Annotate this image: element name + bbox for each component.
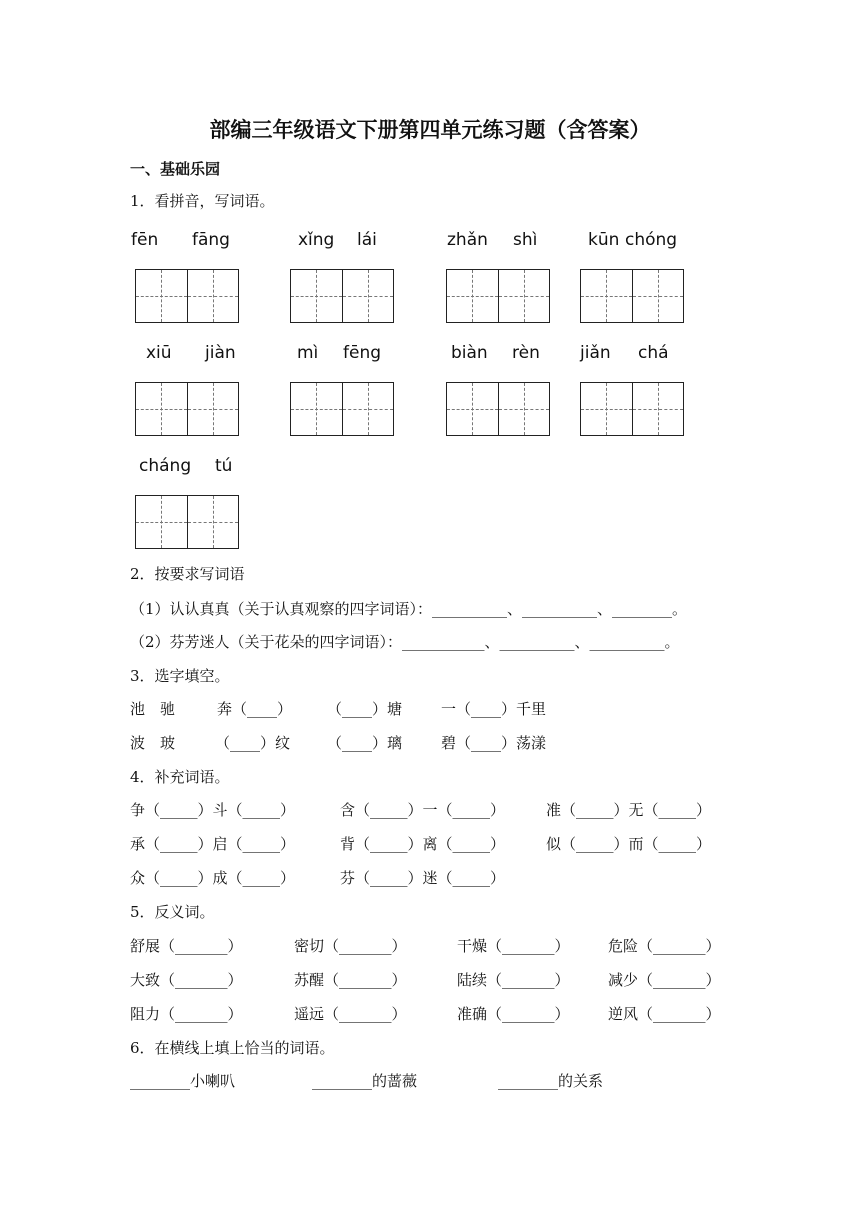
fill-blank[interactable]: 准（_____）无（_____） bbox=[546, 801, 712, 819]
question-6-label: 6．在横线上填上恰当的词语。 bbox=[130, 1039, 335, 1057]
pinyin: shì bbox=[513, 230, 538, 250]
pinyin: chá bbox=[638, 343, 669, 363]
question-4-label: 4．补充词语。 bbox=[130, 768, 230, 786]
fill-blank[interactable]: ________小喇叭 bbox=[130, 1072, 236, 1090]
writing-grid[interactable] bbox=[446, 269, 550, 323]
question-2-line-1: （1）认认真真（关于认真观察的四字词语）：__________、__________、________。 bbox=[130, 600, 688, 618]
antonym-item[interactable]: 遥远（_______） bbox=[294, 1005, 407, 1023]
fill-blank[interactable]: 争（_____）斗（_____） bbox=[130, 801, 296, 819]
pinyin: tú bbox=[215, 456, 233, 476]
antonym-item[interactable]: 大致（_______） bbox=[130, 971, 243, 989]
antonym-item[interactable]: 舒展（_______） bbox=[130, 937, 243, 955]
pinyin: mì bbox=[297, 343, 319, 363]
antonym-item[interactable]: 逆风（_______） bbox=[608, 1005, 721, 1023]
fill-blank[interactable]: （____）纹 bbox=[215, 734, 291, 752]
question-2-label: 2．按要求写词语 bbox=[130, 565, 245, 583]
antonym-item[interactable]: 苏醒（_______） bbox=[294, 971, 407, 989]
writing-grid[interactable] bbox=[446, 382, 550, 436]
question-3-label: 3．选字填空。 bbox=[130, 667, 230, 685]
fill-blank[interactable]: 碧（____）荡漾 bbox=[441, 734, 547, 752]
fill-blank[interactable]: ________的蔷薇 bbox=[312, 1072, 418, 1090]
writing-grid[interactable] bbox=[135, 269, 239, 323]
writing-grid[interactable] bbox=[580, 269, 684, 323]
writing-grid[interactable] bbox=[135, 382, 239, 436]
question-1-label: 1．看拼音，写词语。 bbox=[130, 192, 275, 210]
pinyin: fēn bbox=[131, 230, 159, 250]
pinyin: biàn bbox=[451, 343, 488, 363]
pinyin: jiàn bbox=[205, 343, 236, 363]
pinyin: fēng bbox=[343, 343, 382, 363]
pinyin: xǐng bbox=[298, 230, 335, 250]
fill-blank[interactable]: 含（_____）一（_____） bbox=[340, 801, 506, 819]
pinyin: rèn bbox=[512, 343, 540, 363]
pinyin: xiū bbox=[146, 343, 172, 363]
pinyin: fāng bbox=[192, 230, 230, 250]
pinyin: chóng bbox=[625, 230, 678, 250]
fill-blank[interactable]: （____）璃 bbox=[327, 734, 403, 752]
antonym-item[interactable]: 准确（_______） bbox=[457, 1005, 570, 1023]
antonym-item[interactable]: 密切（_______） bbox=[294, 937, 407, 955]
pinyin: cháng bbox=[139, 456, 192, 476]
word-choice: 波 玻 bbox=[130, 734, 176, 752]
pinyin: jiǎn bbox=[580, 343, 611, 363]
pinyin: zhǎn bbox=[447, 230, 488, 250]
writing-grid[interactable] bbox=[135, 495, 239, 549]
question-5-label: 5．反义词。 bbox=[130, 903, 215, 921]
section-heading: 一、基础乐园 bbox=[130, 160, 221, 178]
fill-blank[interactable]: ________的关系 bbox=[498, 1072, 604, 1090]
antonym-item[interactable]: 干燥（_______） bbox=[457, 937, 570, 955]
page-title: 部编三年级语文下册第四单元练习题（含答案） bbox=[209, 117, 651, 142]
pinyin: kūn bbox=[588, 230, 620, 250]
writing-grid[interactable] bbox=[290, 382, 394, 436]
writing-grid[interactable] bbox=[290, 269, 394, 323]
writing-grid[interactable] bbox=[580, 382, 684, 436]
fill-blank[interactable]: 似（_____）而（_____） bbox=[546, 835, 712, 853]
fill-blank[interactable]: 奔（____） bbox=[217, 700, 293, 718]
antonym-item[interactable]: 阻力（_______） bbox=[130, 1005, 243, 1023]
antonym-item[interactable]: 陆续（_______） bbox=[457, 971, 570, 989]
fill-blank[interactable]: 众（_____）成（_____） bbox=[130, 869, 296, 887]
pinyin: lái bbox=[357, 230, 377, 250]
antonym-item[interactable]: 减少（_______） bbox=[608, 971, 721, 989]
fill-blank[interactable]: 背（_____）离（_____） bbox=[340, 835, 506, 853]
antonym-item[interactable]: 危险（_______） bbox=[608, 937, 721, 955]
fill-blank[interactable]: 芬（_____）迷（_____） bbox=[340, 869, 506, 887]
fill-blank[interactable]: 承（_____）启（_____） bbox=[130, 835, 296, 853]
fill-blank[interactable]: （____）塘 bbox=[327, 700, 403, 718]
fill-blank[interactable]: 一（____）千里 bbox=[441, 700, 547, 718]
question-2-line-2: （2）芬芳迷人（关于花朵的四字词语）：___________、__________、__________。 bbox=[130, 633, 680, 651]
word-choice: 池 驰 bbox=[130, 700, 176, 718]
